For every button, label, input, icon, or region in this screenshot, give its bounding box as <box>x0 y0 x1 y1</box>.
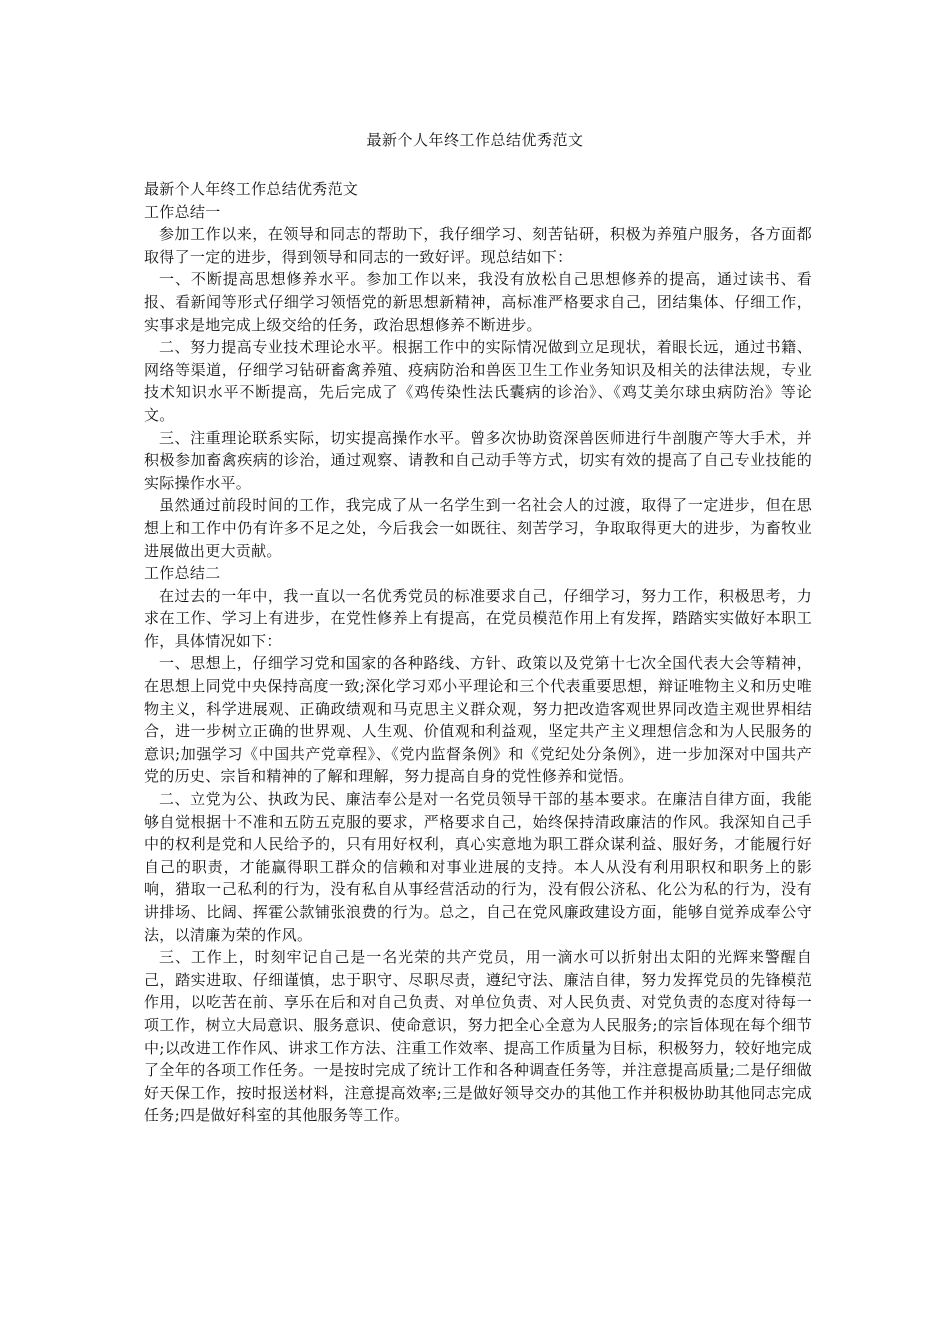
paragraph: 三、工作上，时刻牢记自己是一名光荣的共产党员，用一滴水可以折射出太阳的光辉来警醒自己，踏实进取、仔细谨慎，忠于职守、尽职尽责，遵纪守法、廉洁自律，努力发挥党员的先锋模范作用，以吃苦在前、享乐在后和对自己负责、对单位负责、对人民负责、对党负责的态度对待每一项工作，树立大局意识、服务意识、使命意识，努力把全心全意为人民服务;的宗旨体现在每个细节中;以改进工作作风、讲求工作方法、注重工作效率、提高工作质量为目标，积极努力，较好地完成了全年的各项工作任务。一是按时完成了统计工作和各种调查任务等，并注意提高质量;二是仔细做好天保工作，按时报送材料，注意提高效率;三是做好领导交办的其他工作并积极协助其他同志完成任务;四是做好科室的其他服务等工作。 <box>144 948 812 1125</box>
paragraph: 一、不断提高思想修养水平。参加工作以来，我没有放松自己思想修养的提高，通过读书、看报、看新闻等形式仔细学习领悟党的新思想新精神，高标准严格要求自己，团结集体、仔细工作，实事求是地完成上级交给的任务，政治思想修养不断进步。 <box>144 270 812 334</box>
document-subtitle: 最新个人年终工作总结优秀范文 <box>144 180 359 198</box>
paragraph: 二、立党为公、执政为民、廉洁奉公是对一名党员领导干部的基本要求。在廉洁自律方面，我能够自觉根据十不准和五防五克服的要求，严格要求自己，始终保持清政廉洁的作风。我深知自己手中的权利是党和人民给予的，只有用好权利，真心实意地为职工群众谋利益、服好务，才能履行好自己的职责，才能赢得职工群众的信赖和对事业进展的支持。本人从没有利用职权和职务上的影响，猎取一己私利的行为，没有私自从事经营活动的行为，没有假公济私、化公为私的行为，没有讲排场、比阔、挥霍公款铺张浪费的行为。总之，自己在党风廉政建设方面，能够自觉养成奉公守法，以清廉为荣的作风。 <box>144 790 812 944</box>
paragraph: 一、思想上，仔细学习党和国家的各种路线、方针、政策以及党第十七次全国代表大会等精神，在思想上同党中央保持高度一致;深化学习邓小平理论和三个代表重要思想，辩证唯物主义和历史唯物主义，科学进展观、正确政绩观和马克思主义群众观，努力把改造客观世界同改造主观世界相结合，进一步树立正确的世界观、人生观、价值观和利益观，坚定共产主义理想信念和为人民服务的意识;加强学习《中国共产党章程》、《党内监督条例》和《党纪处分条例》，进一步加深对中国共产党的历史、宗旨和精神的了解和理解，努力提高自身的党性修养和觉悟。 <box>144 654 812 786</box>
paragraph: 虽然通过前段时间的工作，我完成了从一名学生到一名社会人的过渡，取得了一定进步，但在思想上和工作中仍有许多不足之处，今后我会一如既往、刻苦学习，争取取得更大的进步，为畜牧业进展做出更大贡献。 <box>144 496 812 560</box>
section-heading: 工作总结二 <box>144 564 221 583</box>
document-body <box>144 178 812 1127</box>
document-title: 最新个人年终工作总结优秀范文 <box>366 131 584 149</box>
paragraph: 三、注重理论联系实际，切实提高操作水平。曾多次协助资深兽医师进行牛剖腹产等大手术，并积极参加畜禽疾病的诊治，通过观察、请教和自己动手等方式，切实有效的提高了自己专业技能的实际操作水平。 <box>144 428 812 492</box>
paragraph: 二、努力提高专业技术理论水平。根据工作中的实际情况做到立足现状，着眼长远，通过书籍、网络等渠道，仔细学习钻研畜禽养殖、疫病防治和兽医卫生工作业务知识及相关的法律法规，专业技术知识水平不断提高，先后完成了《鸡传染性法氏囊病的诊治》、《鸡艾美尔球虫病防治》等论文。 <box>144 338 812 424</box>
section-heading: 工作总结一 <box>144 202 221 221</box>
paragraph: 在过去的一年中，我一直以一名优秀党员的标准要求自己，仔细学习，努力工作，积极思考，力求在工作、学习上有进步，在党性修养上有提高，在党员模范作用上有发挥，踏踏实实做好本职工作，具体情况如下： <box>144 586 812 650</box>
paragraph: 参加工作以来，在领导和同志的帮助下，我仔细学习、刻苦钻研，积极为养殖户服务，各方面都取得了一定的进步，得到领导和同志的一致好评。现总结如下： <box>144 225 812 266</box>
